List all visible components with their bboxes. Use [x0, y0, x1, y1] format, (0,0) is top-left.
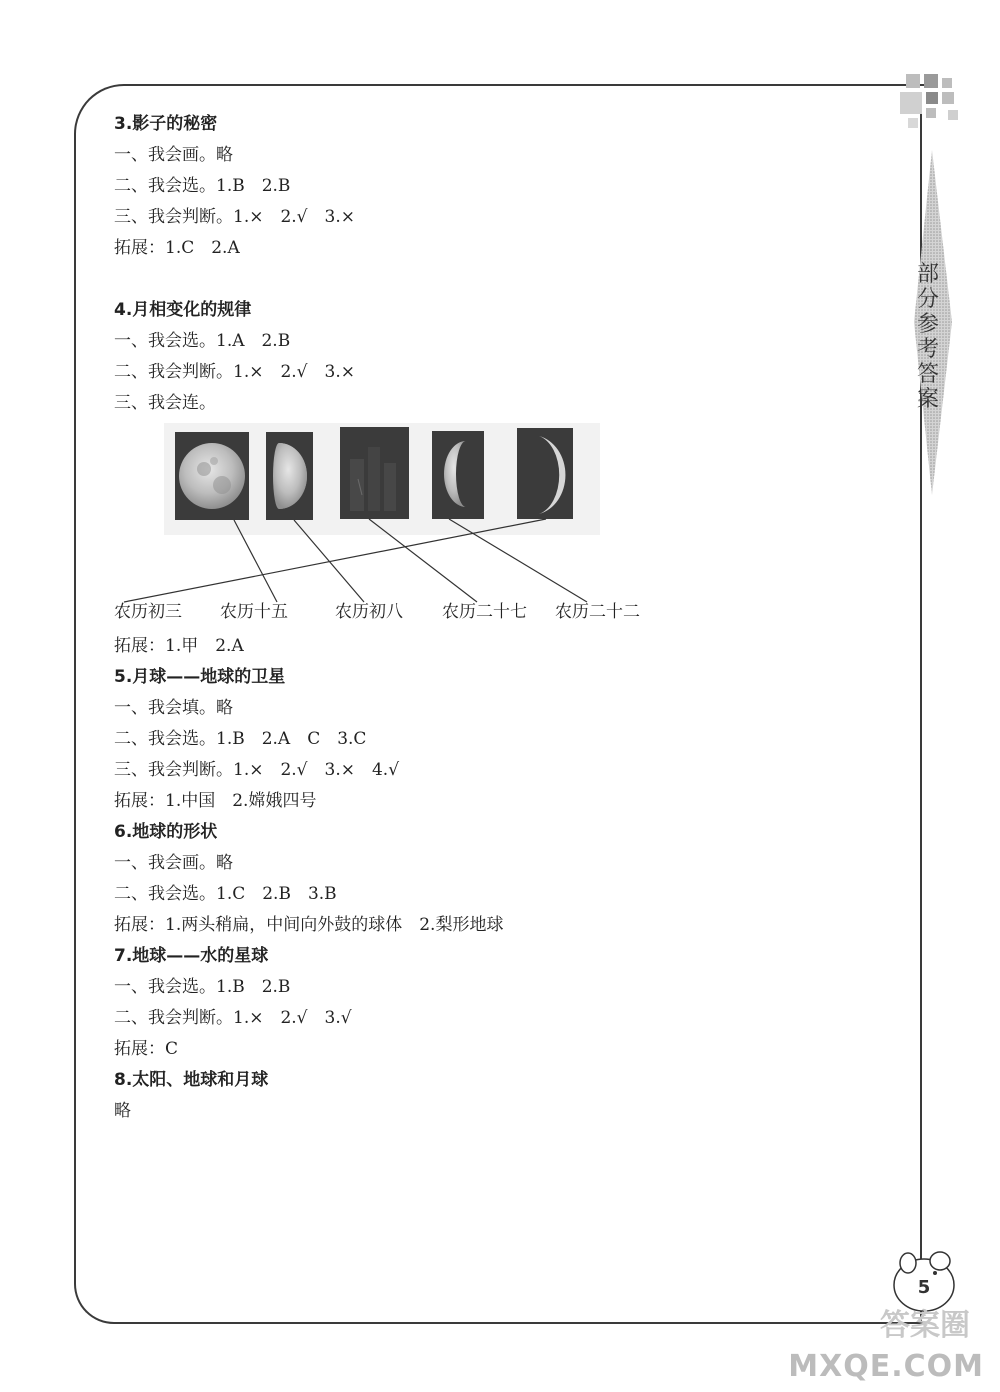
answer-line: 三、我会判断。1.× 2.√ 3.× 4.√: [114, 760, 400, 780]
answer-line: 三、我会判断。1.× 2.√ 3.×: [114, 207, 355, 227]
lunar-label: 农历二十七: [442, 602, 527, 622]
moon-card-first-quarter: [266, 432, 313, 520]
answer-line: 二、我会判断。1.× 2.√ 3.×: [114, 362, 355, 382]
section-title: 8.太阳、地球和月球: [114, 1070, 269, 1090]
answer-line: 一、我会填。略: [114, 698, 233, 718]
answer-line: 三、我会连。: [114, 393, 216, 413]
moon-phase-matching-figure: [114, 419, 874, 622]
watermark-site: MXQE.COM: [788, 1349, 984, 1384]
section-8: [114, 1065, 874, 1127]
side-tab-label: 部分参考答案: [916, 262, 939, 412]
answer-content: [114, 109, 874, 1127]
watermark-brand: 答案圈: [880, 1308, 970, 1343]
answer-line: 二、我会选。1.C 2.B 3.B: [114, 884, 337, 904]
section-title: 5.月球——地球的卫星: [114, 667, 286, 687]
moon-card-last-quarter: [432, 431, 484, 519]
answer-line: 一、我会选。1.A 2.B: [114, 331, 291, 351]
lunar-label: 农历初三: [114, 602, 182, 622]
section-5: [114, 662, 874, 817]
moon-card-new: [340, 427, 409, 519]
answer-line: 二、我会选。1.B 2.A C 3.C: [114, 729, 367, 749]
decorative-squares: [896, 70, 966, 130]
answer-line: 一、我会画。略: [114, 145, 233, 165]
answer-line: 拓展：1.中国 2.嫦娥四号: [114, 791, 317, 811]
answer-line: 拓展：1.甲 2.A: [114, 636, 244, 656]
moon-card-crescent: [517, 428, 573, 519]
lunar-label: 农历初八: [335, 602, 403, 622]
matching-lines: [124, 519, 587, 602]
section-6: [114, 817, 874, 941]
moon-card-full: [175, 432, 249, 520]
answer-line: 拓展：1.C 2.A: [114, 238, 240, 258]
moon-phase-diagram: [114, 419, 874, 619]
section-title: 6.地球的形状: [114, 822, 218, 842]
answer-line: 拓展：C: [114, 1039, 179, 1059]
answer-line: 拓展：1.两头稍扁，中间向外鼓的球体 2.梨形地球: [114, 915, 504, 935]
lunar-label: 农历十五: [220, 602, 288, 622]
answer-line: 二、我会选。1.B 2.B: [114, 176, 291, 196]
page-number: 5: [917, 1277, 931, 1298]
answer-line: 一、我会选。1.B 2.B: [114, 977, 291, 997]
section-title: 7.地球——水的星球: [114, 946, 269, 966]
answer-line: 略: [114, 1101, 131, 1121]
section-title: 3.影子的秘密: [114, 114, 218, 134]
section-7: [114, 941, 874, 1065]
lunar-date-labels: [114, 597, 874, 628]
lunar-label: 农历二十二: [555, 602, 640, 622]
answer-line: 一、我会画。略: [114, 853, 233, 873]
answer-line: 二、我会判断。1.× 2.√ 3.√: [114, 1008, 352, 1028]
section-3: [114, 109, 874, 264]
section-4: [114, 295, 874, 662]
section-title: 4.月相变化的规律: [114, 300, 252, 320]
